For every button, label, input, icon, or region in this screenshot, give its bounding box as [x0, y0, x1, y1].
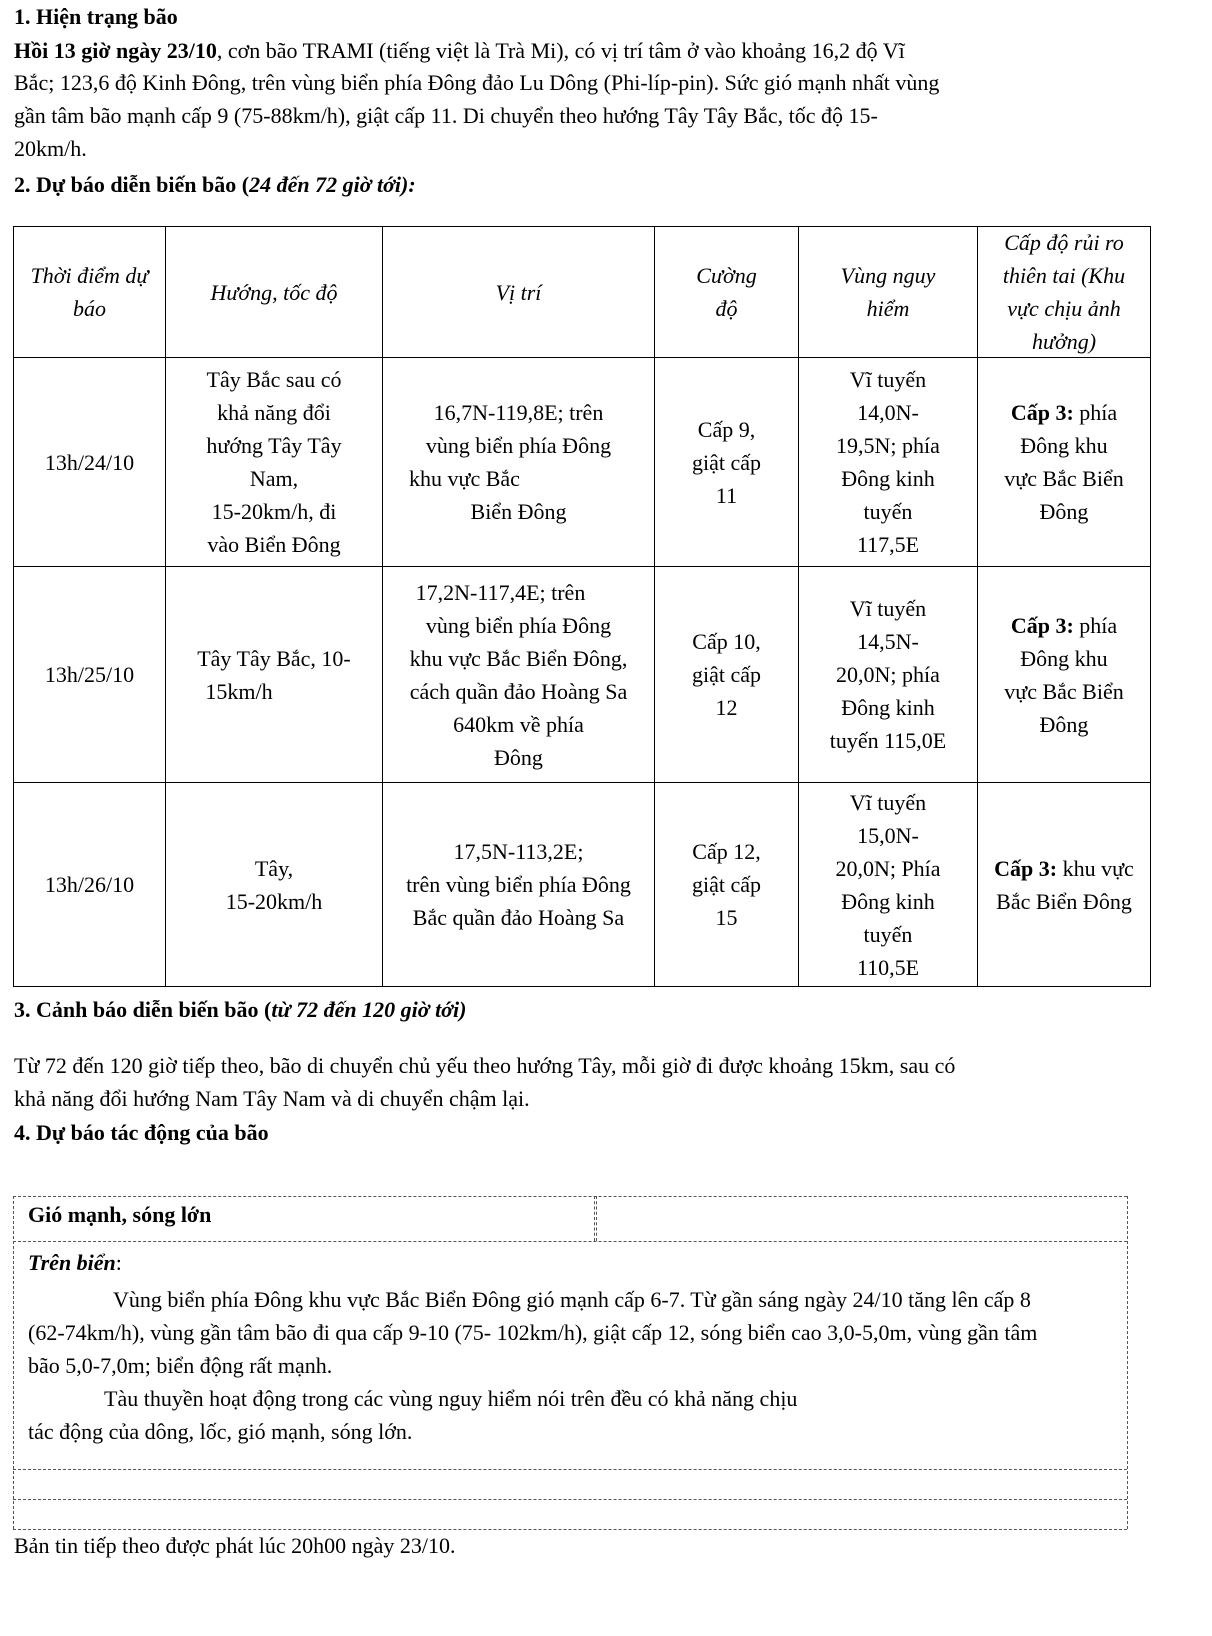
- header-danger: [799, 227, 977, 357]
- row-2-danger: [799, 567, 977, 782]
- row-2-position: [383, 567, 654, 782]
- cell-line: 16,7N-119,8E; trên: [433, 400, 604, 425]
- cell-line: vực Bắc Biển: [1004, 466, 1124, 491]
- impact-line-1: Vùng biển phía Đông khu vực Bắc Biển Đông gió mạnh cấp 6-7. Từ gần sáng ngày 24/10 tăng lên cấp 8: [113, 1287, 1031, 1312]
- cell-line: 20,0N; Phía: [835, 855, 941, 881]
- header-danger-line: hiểm: [866, 296, 910, 321]
- section-3-line-2: khả năng đổi hướng Nam Tây Nam và di chuyển chậm lại.: [14, 1086, 530, 1111]
- box-border: [1127, 1196, 1128, 1529]
- sea-label-text: Trên biển: [28, 1250, 116, 1275]
- box-divider: [13, 1469, 1127, 1470]
- impact-line-2: (62-74km/h), vùng gần tâm bão đi qua cấp 9-10 (75- 102km/h), giật cấp 12, sóng biển cao 3,0-5,0m, vùng gần tâm: [28, 1320, 1038, 1345]
- section-3-line-1: Từ 72 đến 120 giờ tiếp theo, bão di chuyển chủ yếu theo hướng Tây, mỗi giờ đi được khoảng 15km, sau có: [14, 1053, 956, 1078]
- cell-line: 14,5N-: [857, 629, 919, 654]
- cell-line: 15-20km/h: [225, 888, 323, 914]
- cell-line: 15: [715, 905, 738, 930]
- header-risk-line: hưởng): [1031, 329, 1097, 354]
- box-divider: [13, 1241, 1127, 1242]
- row-3-risk: [978, 783, 1150, 986]
- cell-line: 15,0N-: [857, 822, 919, 848]
- section-2-heading-text: 2. Dự báo diễn biến bão (: [14, 172, 250, 197]
- header-position-line: Vị trí: [495, 279, 542, 305]
- cell-line: Vĩ tuyến: [849, 367, 927, 392]
- sea-label: [28, 1246, 122, 1280]
- row-1-intensity: [655, 358, 798, 566]
- cell-line: tuyến 115,0E: [829, 728, 947, 753]
- row-3-danger: [799, 783, 977, 986]
- cell-line: vực Bắc Biển: [1004, 678, 1124, 704]
- row-1-time: [14, 358, 165, 566]
- row-2-direction: [166, 567, 382, 782]
- cell-line: 20,0N; phía: [836, 662, 940, 687]
- section-3-heading-text: 3. Cảnh báo diễn biến bão (: [14, 997, 272, 1022]
- risk-text: phía: [1073, 612, 1118, 638]
- box-divider: [13, 1499, 1127, 1500]
- cell-line: 12: [715, 695, 738, 720]
- cell-line: Nam,: [249, 466, 299, 491]
- cell-line: vùng biển phía Đông: [425, 612, 612, 638]
- cell-line: Đông khu: [1020, 645, 1108, 671]
- cell-line: 640km về phía: [453, 711, 584, 737]
- cell-line: [1011, 396, 1117, 429]
- cell-line: 13h/26/10: [44, 872, 135, 897]
- cell-line: 110,5E: [856, 954, 920, 980]
- cell-line: 13h/24/10: [44, 449, 135, 475]
- cell-line: [994, 852, 1134, 885]
- section-2-heading-italic: 24 đến 72 giờ tới):: [249, 172, 416, 197]
- cell-line: Vĩ tuyến: [849, 789, 927, 815]
- header-risk-line: Cấp độ rủi ro: [1004, 230, 1124, 255]
- section-2-heading: [14, 168, 416, 202]
- section-1-line-1: [14, 34, 905, 68]
- cell-line: Tây,: [254, 855, 294, 881]
- row-2-risk: [978, 567, 1150, 782]
- cell-line: Đông kinh: [841, 466, 935, 491]
- header-time-line: Thời điểm dự: [30, 263, 149, 288]
- cell-line: cách quần đảo Hoàng Sa: [409, 678, 628, 704]
- header-intensity: [655, 227, 798, 357]
- row-1-position: [383, 358, 654, 566]
- cell-line: 17,2N-117,4E; trên: [415, 579, 586, 605]
- cell-line: trên vùng biển phía Đông: [406, 872, 631, 897]
- header-intensity-line: Cường: [696, 263, 757, 288]
- cell-line: Vĩ tuyến: [849, 596, 927, 621]
- cell-line: giật cấp: [691, 872, 762, 897]
- cell-line: vào Biển Đông: [207, 532, 341, 557]
- risk-level: Cấp 3:: [1010, 612, 1074, 638]
- impact-line-3: bão 5,0-7,0m; biển động rất mạnh.: [28, 1353, 333, 1378]
- cell-line: 19,5N; phía: [836, 433, 940, 458]
- table-border: [1150, 226, 1151, 987]
- cell-line: 117,5E: [856, 532, 920, 557]
- header-risk-line: vực chịu ảnh: [1007, 296, 1121, 321]
- header-risk-line: thiên tai (Khu: [1002, 263, 1126, 288]
- box-border: [13, 1196, 14, 1529]
- row-1-direction: [166, 358, 382, 566]
- cell-line: khu vực Bắc: [409, 466, 520, 491]
- cell-line: Đông: [1039, 711, 1089, 737]
- cell-line: Tây Bắc sau có: [206, 367, 342, 392]
- row-3-position: [383, 783, 654, 986]
- cell-line: Cấp 10,: [692, 629, 761, 654]
- row-3-direction: [166, 783, 382, 986]
- header-time-line: báo: [73, 296, 106, 321]
- cell-line: Bắc Biển Đông: [996, 888, 1132, 914]
- cell-line: khả năng đổi: [217, 400, 331, 425]
- table-border: [13, 986, 1151, 987]
- cell-line: Tây Tây Bắc, 10-: [197, 645, 351, 671]
- section-3-heading-italic: từ 72 đến 120 giờ tới): [271, 997, 467, 1022]
- sea-label-colon: :: [115, 1250, 122, 1275]
- cell-line: hướng Tây Tây: [206, 433, 342, 458]
- cell-line: Đông kinh: [841, 695, 935, 720]
- cell-line: tuyến: [863, 921, 913, 947]
- box-divider: [594, 1196, 595, 1241]
- box-title: Gió mạnh, sóng lớn: [28, 1202, 212, 1227]
- risk-level: Cấp 3:: [1010, 400, 1074, 425]
- header-risk: [978, 227, 1150, 357]
- cell-line: giật cấp: [691, 662, 762, 687]
- cell-line: 14,0N-: [857, 400, 919, 425]
- cell-line: 11: [715, 482, 738, 508]
- cell-line: 15-20km/h, đi: [211, 499, 337, 524]
- box-divider: [596, 1196, 597, 1241]
- cell-line: Đông: [494, 744, 543, 770]
- header-position: [383, 227, 654, 357]
- cell-line: tuyến: [863, 499, 913, 524]
- section-1-lead: Hồi 13 giờ ngày 23/10: [14, 38, 217, 63]
- impact-line-4: Tàu thuyền hoạt động trong các vùng nguy hiểm nói trên đều có khả năng chịu: [104, 1386, 798, 1411]
- row-2-time: [14, 567, 165, 782]
- section-1-line-2: Bắc; 123,6 độ Kinh Đông, trên vùng biển phía Đông đảo Lu Dông (Phi-líp-pin). Sức gió mạnh nhất vùng: [14, 70, 940, 95]
- impact-line-5: tác động của dông, lốc, gió mạnh, sóng lớn.: [28, 1419, 413, 1444]
- cell-line: 15km/h: [205, 678, 273, 704]
- header-danger-line: Vùng nguy: [840, 263, 936, 288]
- cell-line: 13h/25/10: [44, 662, 135, 687]
- cell-line: Đông khu: [1020, 433, 1108, 458]
- header-direction: [166, 227, 382, 357]
- cell-line: vùng biển phía Đông: [425, 433, 612, 458]
- section-1-heading: 1. Hiện trạng bão: [14, 4, 178, 29]
- cell-line: Bắc quần đảo Hoàng Sa: [412, 905, 625, 930]
- footer-note: Bản tin tiếp theo được phát lúc 20h00 ngày 23/10.: [14, 1533, 456, 1558]
- row-2-intensity: [655, 567, 798, 782]
- cell-line: Cấp 9,: [697, 416, 756, 442]
- cell-line: Biển Đông: [470, 499, 567, 524]
- header-intensity-line: độ: [715, 296, 738, 321]
- section-1-line-3: gần tâm bão mạnh cấp 9 (75-88km/h), giật cấp 11. Di chuyển theo hướng Tây Tây Bắc, tốc độ 15-: [14, 103, 878, 128]
- header-time: [14, 227, 165, 357]
- section-4-heading: 4. Dự báo tác động của bão: [14, 1120, 269, 1145]
- cell-line: [1011, 609, 1117, 642]
- cell-line: khu vực Bắc Biển Đông,: [409, 645, 628, 671]
- risk-text: khu vực: [1057, 855, 1134, 881]
- row-3-intensity: [655, 783, 798, 986]
- section-3-heading: [14, 993, 466, 1027]
- box-border: [13, 1196, 1127, 1197]
- risk-level: Cấp 3:: [994, 855, 1058, 881]
- row-3-time: [14, 783, 165, 986]
- section-1-line-1-text: , cơn bão TRAMI (tiếng việt là Trà Mi), có vị trí tâm ở vào khoảng 16,2 độ Vĩ: [216, 38, 905, 63]
- row-1-danger: [799, 358, 977, 566]
- cell-line: 17,5N-113,2E;: [453, 839, 584, 864]
- risk-text: phía: [1073, 400, 1118, 425]
- section-1-line-4: 20km/h.: [14, 136, 87, 161]
- cell-line: Đông kinh: [841, 888, 935, 914]
- cell-line: giật cấp: [691, 449, 762, 475]
- header-direction-line: Hướng, tốc độ: [210, 279, 338, 305]
- row-1-risk: [978, 358, 1150, 566]
- cell-line: Đông: [1039, 499, 1089, 524]
- cell-line: Cấp 12,: [692, 839, 761, 864]
